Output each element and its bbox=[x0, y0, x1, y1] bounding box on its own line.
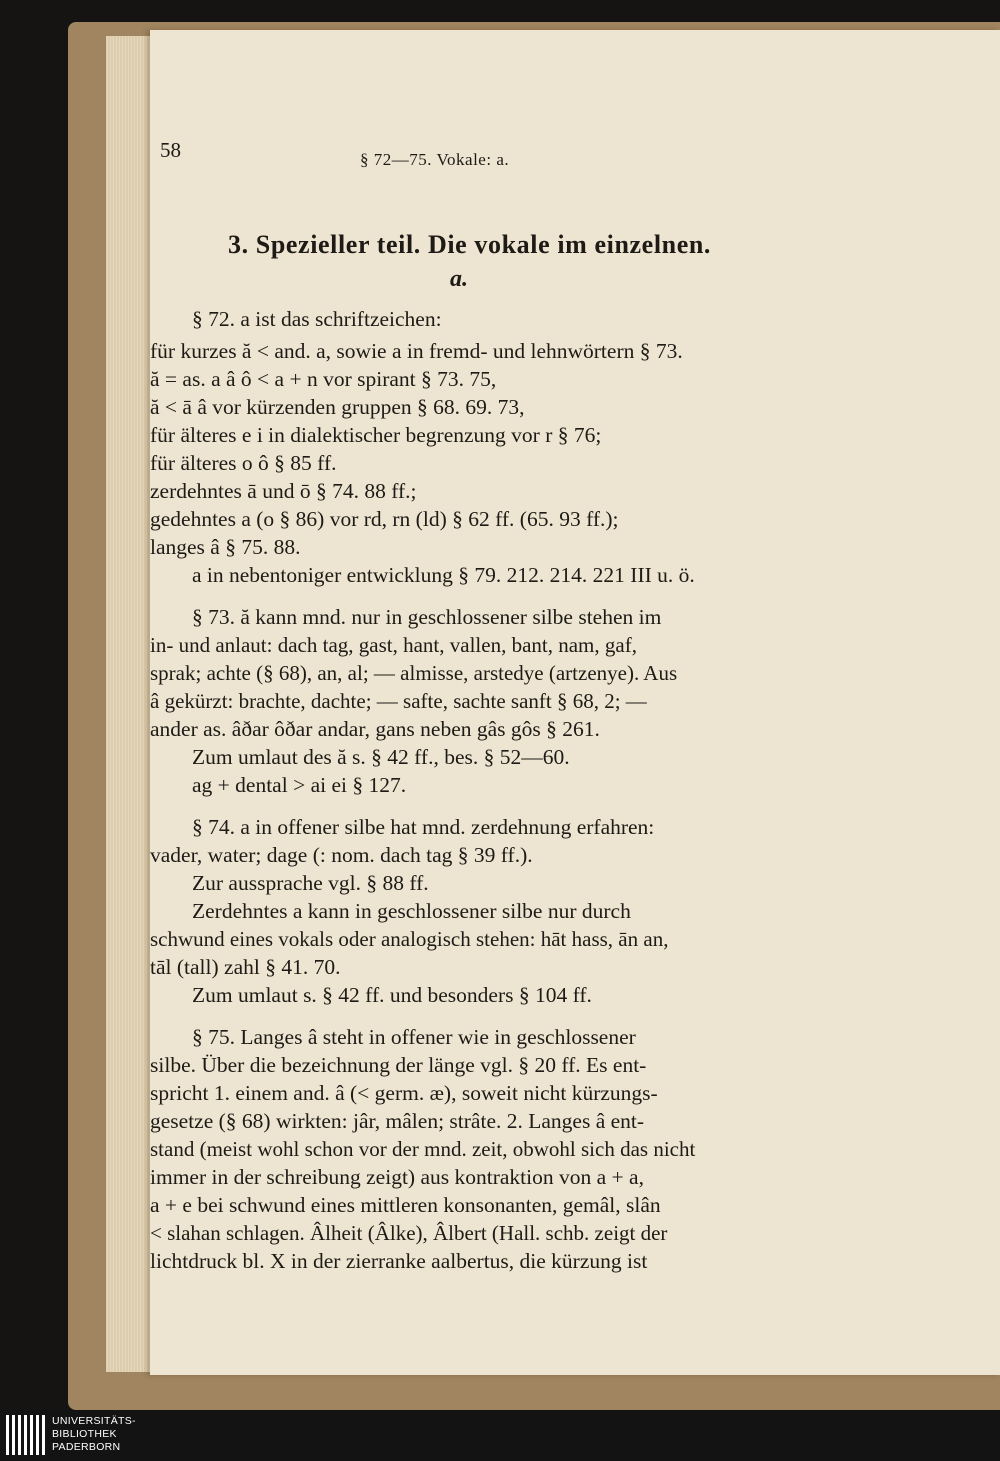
text-line: zerdehntes ā und ō § 74. 88 ff.; bbox=[150, 479, 417, 503]
book-page bbox=[150, 30, 1000, 1375]
text-line: gesetze (§ 68) wirkten: jâr, mâlen; strâte. 2. Langes â ent- bbox=[150, 1109, 645, 1133]
text-line: â gekürzt: brachte, dachte; — safte, sachte sanft § 68, 2; — bbox=[150, 689, 647, 713]
library-logo-icon bbox=[6, 1415, 46, 1455]
text-line: spricht 1. einem and. â (< germ. æ), soweit nicht kürzungs- bbox=[150, 1081, 658, 1105]
text-line: Zur aussprache vgl. § 88 ff. bbox=[192, 871, 429, 895]
text-line: ander as. âðar ôðar andar, gans neben gâs gôs § 261. bbox=[150, 717, 600, 741]
text-line: langes â § 75. 88. bbox=[150, 535, 301, 559]
text-line: sprak; achte (§ 68), an, al; — almisse, arstedye (artzenye). Aus bbox=[150, 661, 678, 685]
library-name[interactable] bbox=[52, 1415, 136, 1454]
text-line: tāl (tall) zahl § 41. 70. bbox=[150, 955, 341, 979]
chapter-title: 3. Spezieller teil. Die vokale im einzelnen. bbox=[228, 230, 711, 259]
text-line: schwund eines vokals oder analogisch stehen: hāt hass, ān an, bbox=[150, 927, 669, 951]
text-line: § 75. Langes â steht in offener wie in geschlossener bbox=[192, 1025, 636, 1049]
text-line: < slahan schlagen. Âlheit (Âlke), Âlbert (Hall. schb. zeigt der bbox=[150, 1221, 668, 1245]
text-line: § 74. a in offener silbe hat mnd. zerdehnung erfahren: bbox=[192, 815, 655, 839]
letter-heading: a. bbox=[450, 266, 468, 292]
text-line: in- und anlaut: dach tag, gast, hant, vallen, bant, nam, gaf, bbox=[150, 633, 637, 657]
text-line: stand (meist wohl schon vor der mnd. zeit, obwohl sich das nicht bbox=[150, 1137, 696, 1161]
library-name-line: UNIVERSITÄTS- bbox=[52, 1415, 136, 1427]
page-number: 58 bbox=[160, 138, 181, 162]
text-line: lichtdruck bl. X in der zierranke aalbertus, die kürzung ist bbox=[150, 1249, 648, 1273]
text-line: Zerdehntes a kann in geschlossener silbe nur durch bbox=[192, 899, 631, 923]
text-line: vader, water; dage (: nom. dach tag § 39 ff.). bbox=[150, 843, 533, 867]
text-line: ă < ā â vor kürzenden gruppen § 68. 69. 73, bbox=[150, 395, 525, 419]
library-name-line: BIBLIOTHEK bbox=[52, 1428, 117, 1440]
text-line: für kurzes ă < and. a, sowie a in fremd- und lehnwörtern § 73. bbox=[150, 339, 683, 363]
page-text bbox=[0, 30, 1000, 1375]
text-line: immer in der schreibung zeigt) aus kontraktion von a + a, bbox=[150, 1165, 644, 1189]
running-header: § 72—75. Vokale: a. bbox=[360, 150, 510, 169]
footer-bar bbox=[0, 1410, 1000, 1461]
text-line: für älteres e i in dialektischer begrenzung vor r § 76; bbox=[150, 423, 602, 447]
text-line: a + e bei schwund eines mittleren konsonanten, gemâl, slân bbox=[150, 1193, 661, 1217]
library-name-line: PADERBORN bbox=[52, 1441, 121, 1453]
text-line: ă = as. a â ô < a + n vor spirant § 73. 75, bbox=[150, 367, 497, 391]
text-line: silbe. Über die bezeichnung der länge vgl. § 20 ff. Es ent- bbox=[150, 1053, 647, 1077]
text-line: gedehntes a (o § 86) vor rd, rn (ld) § 62 ff. (65. 93 ff.); bbox=[150, 507, 619, 531]
text-line: § 73. ă kann mnd. nur in geschlossener silbe stehen im bbox=[192, 605, 662, 629]
text-line: a in nebentoniger entwicklung § 79. 212. 214. 221 III u. ö. bbox=[192, 563, 695, 587]
text-line: Zum umlaut des ă s. § 42 ff., bes. § 52—60. bbox=[192, 745, 570, 769]
text-line: ag + dental > ai ei § 127. bbox=[192, 773, 407, 797]
text-line: Zum umlaut s. § 42 ff. und besonders § 104 ff. bbox=[192, 983, 592, 1007]
text-line: § 72. a ist das schriftzeichen: bbox=[192, 307, 442, 331]
text-line: für älteres o ô § 85 ff. bbox=[150, 451, 337, 475]
